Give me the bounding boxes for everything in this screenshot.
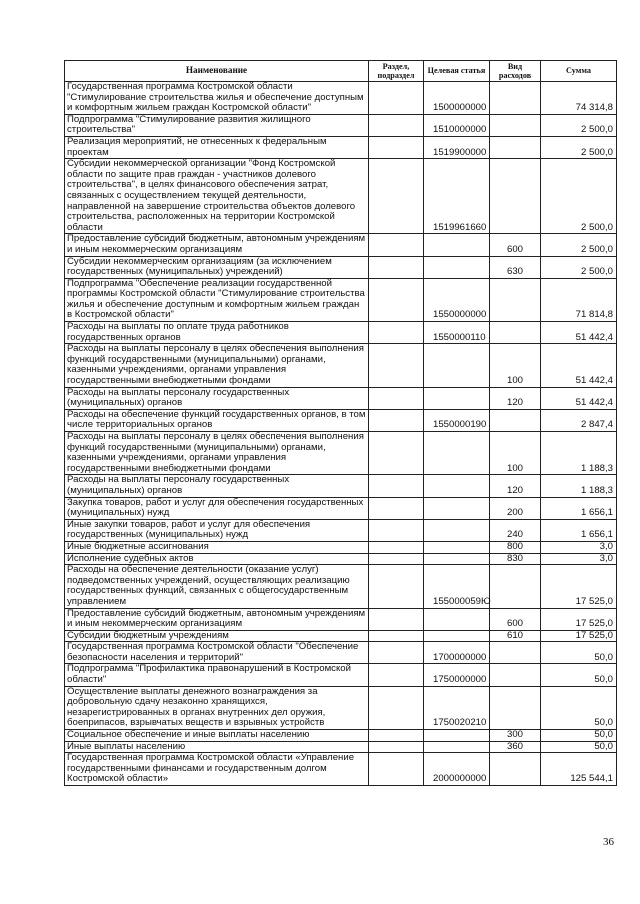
cell-name: Субсидии бюджетным учреждениям [65, 630, 369, 642]
cell-section [369, 136, 424, 158]
cell-target: 1550000000 [424, 278, 490, 321]
table-row [65, 432, 617, 475]
cell-section [369, 114, 424, 136]
header-name: Наименование [65, 61, 369, 82]
cell-sum: 2 847,4 [541, 409, 617, 431]
cell-section [369, 664, 424, 686]
cell-section [369, 497, 424, 519]
cell-target [424, 344, 490, 387]
table-row [65, 741, 617, 753]
cell-type [490, 664, 541, 686]
page-number: 36 [603, 836, 614, 848]
cell-target: 1750020210 [424, 686, 490, 729]
budget-table [64, 60, 617, 786]
cell-type [490, 114, 541, 136]
cell-name: Подпрограмма "Стимулирование развития жилищного строительства" [65, 114, 369, 136]
cell-name: Государственная программа Костромской области "Обеспечение безопасности населения и территорий" [65, 642, 369, 664]
cell-target: 1700000000 [424, 642, 490, 664]
table-row [65, 114, 617, 136]
cell-target: 1519900000 [424, 136, 490, 158]
table-row [65, 159, 617, 234]
cell-name: Расходы на выплаты по оплате труда работников государственных органов [65, 322, 369, 344]
cell-section [369, 475, 424, 497]
cell-name: Реализация мероприятий, не отнесенных к федеральным проектам [65, 136, 369, 158]
cell-section [369, 409, 424, 431]
cell-section [369, 387, 424, 409]
cell-sum: 1 188,3 [541, 432, 617, 475]
cell-sum: 50,0 [541, 741, 617, 753]
table-row [65, 136, 617, 158]
cell-sum: 1 188,3 [541, 475, 617, 497]
cell-section [369, 519, 424, 541]
cell-type: 120 [490, 387, 541, 409]
cell-sum: 17 525,0 [541, 565, 617, 608]
cell-sum: 50,0 [541, 730, 617, 742]
cell-type: 360 [490, 741, 541, 753]
cell-sum: 51 442,4 [541, 387, 617, 409]
cell-target [424, 497, 490, 519]
cell-section [369, 753, 424, 786]
cell-section [369, 278, 424, 321]
table-row [65, 82, 617, 115]
cell-section [369, 159, 424, 234]
cell-type: 630 [490, 256, 541, 278]
table-row [65, 278, 617, 321]
table-row [65, 475, 617, 497]
cell-sum: 17 525,0 [541, 630, 617, 642]
cell-sum: 17 525,0 [541, 608, 617, 630]
cell-sum: 2 500,0 [541, 136, 617, 158]
table-row [65, 608, 617, 630]
header-row [65, 61, 617, 82]
cell-type: 600 [490, 608, 541, 630]
cell-type [490, 753, 541, 786]
cell-name: Расходы на выплаты персоналу в целях обеспечения выполнения функций государственными (муниципальными) органами, казенными учреждениями, органами управления государственными внебюджетными фондами [65, 344, 369, 387]
cell-name: Субсидии некоммерческим организациям (за исключением государственных (муниципальных) учреждений) [65, 256, 369, 278]
table-row [65, 519, 617, 541]
cell-type [490, 686, 541, 729]
cell-target [424, 730, 490, 742]
cell-name: Закупка товаров, работ и услуг для обеспечения государственных (муниципальных) нужд [65, 497, 369, 519]
cell-target [424, 475, 490, 497]
cell-type: 800 [490, 541, 541, 553]
cell-type: 240 [490, 519, 541, 541]
cell-target [424, 432, 490, 475]
cell-sum: 2 500,0 [541, 114, 617, 136]
cell-target [424, 541, 490, 553]
cell-name: Предоставление субсидий бюджетным, автономным учреждениям и иным некоммерческим организациям [65, 608, 369, 630]
header-section: Раздел, подраздел [369, 61, 424, 82]
cell-section [369, 82, 424, 115]
cell-name: Расходы на обеспечение деятельности (оказание услуг) подведомственных учреждений, осуществляющих реализацию государственных функций, связанных с общегосударственным управлением [65, 565, 369, 608]
cell-target [424, 553, 490, 565]
cell-name: Исполнение судебных актов [65, 553, 369, 565]
cell-name: Осуществление выплаты денежного вознаграждения за добровольную сдачу незаконно хранящихся, незарегистрированных в органах внутренних дел оружия, боеприпасов, взрывчатых веществ и взрывных устройств [65, 686, 369, 729]
cell-type [490, 565, 541, 608]
cell-type: 300 [490, 730, 541, 742]
cell-type [490, 136, 541, 158]
cell-type: 100 [490, 432, 541, 475]
cell-sum: 74 314,8 [541, 82, 617, 115]
cell-name: Субсидии некоммерческой организации "Фонд Костромской области по защите прав граждан - участников долевого строительства", в целях финансового обеспечения затрат, связанных с осуществлением текущей деятельности, направленной на завершение строительства объектов долевого строительства, расположенных на территории Костромской области [65, 159, 369, 234]
table-row [65, 322, 617, 344]
cell-name: Иные закупки товаров, работ и услуг для обеспечения государственных (муниципальных) нужд [65, 519, 369, 541]
cell-sum: 51 442,4 [541, 322, 617, 344]
table-row [65, 686, 617, 729]
cell-section [369, 730, 424, 742]
cell-type: 120 [490, 475, 541, 497]
cell-type [490, 642, 541, 664]
cell-target [424, 630, 490, 642]
cell-name: Подпрограмма "Обеспечение реализации государственной программы Костромской области "Стимулирование строительства жилья и обеспечение доступным и комфортным жильем граждан в Костромской области" [65, 278, 369, 321]
cell-type: 600 [490, 234, 541, 256]
cell-name: Социальное обеспечение и иные выплаты населению [65, 730, 369, 742]
cell-sum: 3,0 [541, 553, 617, 565]
cell-sum: 50,0 [541, 664, 617, 686]
cell-sum: 1 656,1 [541, 519, 617, 541]
cell-section [369, 686, 424, 729]
table-body [65, 82, 617, 786]
cell-section [369, 642, 424, 664]
cell-name: Подпрограмма "Профилактика правонарушений в Костромской области" [65, 664, 369, 686]
cell-target: 1550000190 [424, 409, 490, 431]
table-row [65, 753, 617, 786]
cell-target: 1750000000 [424, 664, 490, 686]
cell-type [490, 82, 541, 115]
table-row [65, 565, 617, 608]
cell-target: 1519961660 [424, 159, 490, 234]
cell-sum: 50,0 [541, 642, 617, 664]
table-row [65, 630, 617, 642]
cell-name: Иные выплаты населению [65, 741, 369, 753]
cell-name: Государственная программа Костромской области «Управление государственными финансами и государственным долгом Костромской области» [65, 753, 369, 786]
cell-type [490, 159, 541, 234]
cell-sum: 3,0 [541, 541, 617, 553]
table-row [65, 730, 617, 742]
cell-type: 100 [490, 344, 541, 387]
cell-target: 155000059Ю [424, 565, 490, 608]
cell-sum: 2 500,0 [541, 256, 617, 278]
cell-name: Предоставление субсидий бюджетным, автономным учреждениям и иным некоммерческим организациям [65, 234, 369, 256]
cell-target [424, 741, 490, 753]
cell-section [369, 553, 424, 565]
cell-target [424, 256, 490, 278]
cell-type [490, 322, 541, 344]
cell-target [424, 519, 490, 541]
cell-sum: 51 442,4 [541, 344, 617, 387]
header-sum: Сумма [541, 61, 617, 82]
cell-section [369, 322, 424, 344]
cell-type [490, 409, 541, 431]
cell-section [369, 432, 424, 475]
cell-section [369, 741, 424, 753]
cell-target [424, 608, 490, 630]
cell-type: 610 [490, 630, 541, 642]
cell-name: Расходы на обеспечение функций государственных органов, в том числе территориальных органов [65, 409, 369, 431]
header-type: Вид расходов [490, 61, 541, 82]
table-row [65, 409, 617, 431]
table-row [65, 234, 617, 256]
cell-name: Расходы на выплаты персоналу государственных (муниципальных) органов [65, 475, 369, 497]
table-row [65, 497, 617, 519]
cell-target [424, 387, 490, 409]
table-row [65, 664, 617, 686]
cell-type: 200 [490, 497, 541, 519]
cell-section [369, 608, 424, 630]
cell-sum: 50,0 [541, 686, 617, 729]
cell-sum: 1 656,1 [541, 497, 617, 519]
cell-target: 1550000110 [424, 322, 490, 344]
table-row [65, 387, 617, 409]
cell-type: 830 [490, 553, 541, 565]
table-row [65, 541, 617, 553]
cell-type [490, 278, 541, 321]
cell-target: 2000000000 [424, 753, 490, 786]
table-row [65, 344, 617, 387]
cell-section [369, 565, 424, 608]
cell-sum: 2 500,0 [541, 234, 617, 256]
table-row [65, 553, 617, 565]
cell-name: Расходы на выплаты персоналу в целях обеспечения выполнения функций государственными (муниципальными) органами, казенными учреждениями, органами управления государственными внебюджетными фондами [65, 432, 369, 475]
cell-section [369, 630, 424, 642]
cell-sum: 71 814,8 [541, 278, 617, 321]
cell-target [424, 234, 490, 256]
cell-sum: 2 500,0 [541, 159, 617, 234]
cell-section [369, 541, 424, 553]
cell-section [369, 256, 424, 278]
table-row [65, 642, 617, 664]
cell-name: Иные бюджетные ассигнования [65, 541, 369, 553]
cell-name: Расходы на выплаты персоналу государственных (муниципальных) органов [65, 387, 369, 409]
header-target: Целевая статья [424, 61, 490, 82]
cell-sum: 125 544,1 [541, 753, 617, 786]
cell-section [369, 234, 424, 256]
cell-name: Государственная программа Костромской области "Стимулирование строительства жилья и обеспечение доступным и комфортным жильем граждан Костромской области" [65, 82, 369, 115]
table-row [65, 256, 617, 278]
cell-target: 1510000000 [424, 114, 490, 136]
cell-section [369, 344, 424, 387]
cell-target: 1500000000 [424, 82, 490, 115]
